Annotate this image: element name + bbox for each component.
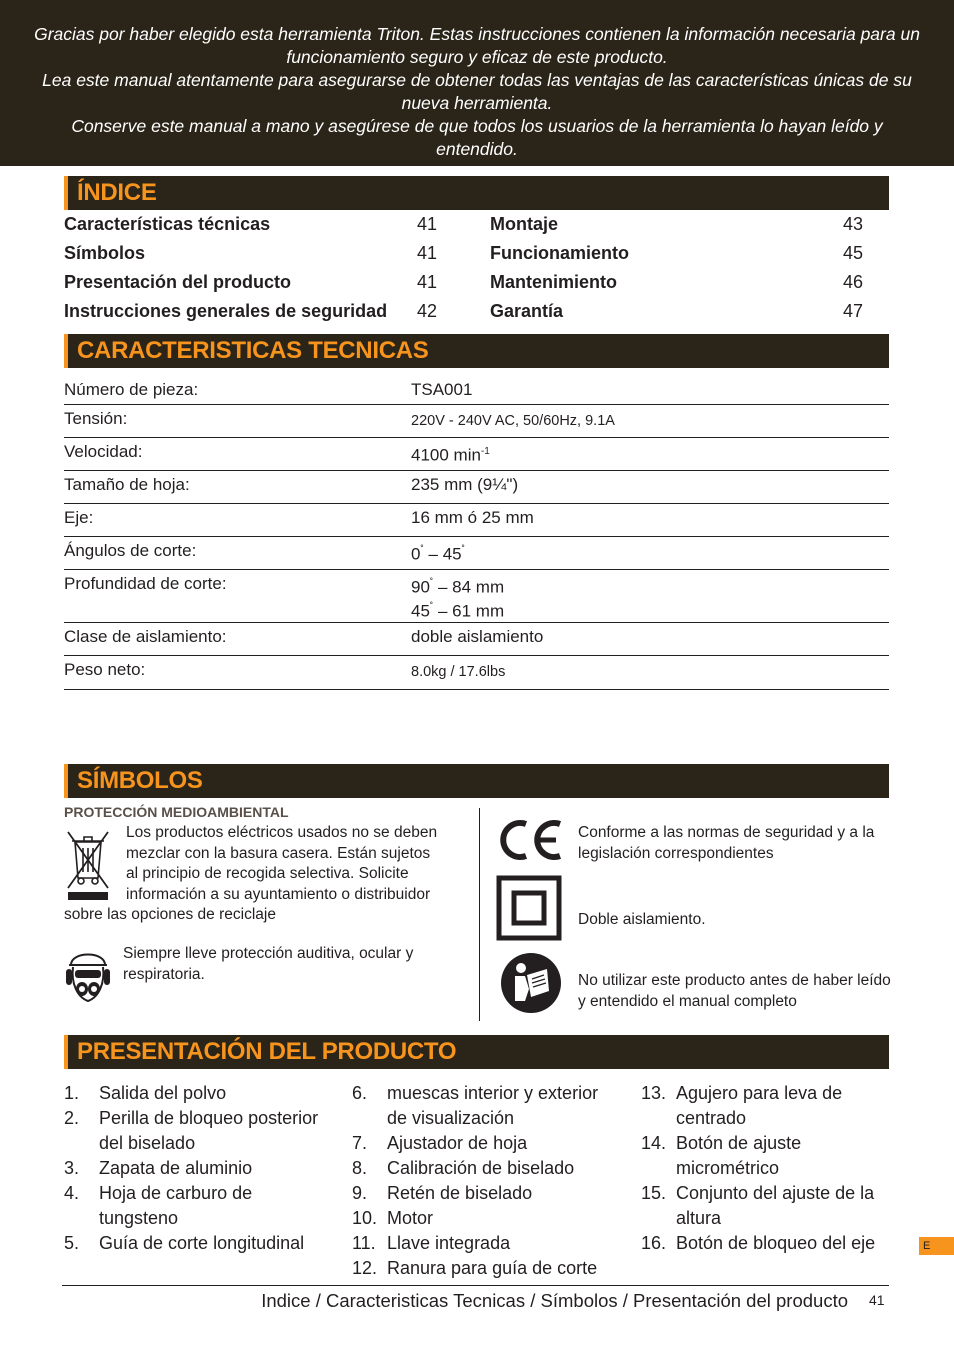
superscript: -1 <box>480 446 490 457</box>
spec-value: 235 mm (9¼") <box>411 475 519 494</box>
item-text: Salida del polvo <box>99 1083 227 1103</box>
item-number: 15. <box>641 1183 667 1203</box>
ce-text <box>578 823 874 864</box>
spec-label: Número de pieza: <box>64 380 199 399</box>
item-text: Ajustador de hoja <box>387 1133 528 1153</box>
angle-min: 0 <box>411 544 421 564</box>
spec-row <box>64 570 889 623</box>
item-number: 6. <box>352 1083 368 1103</box>
toc-page: 41 <box>416 272 437 292</box>
ce-line: legislación correspondientes <box>578 844 774 862</box>
index-title: ÍNDICE <box>77 179 157 206</box>
item-number: 2. <box>64 1108 80 1128</box>
presentation-title: PRESENTACIÓN DEL PRODUCTO <box>77 1038 457 1065</box>
spec-value: 16 mm ó 25 mm <box>411 508 534 527</box>
list-item <box>64 1231 318 1256</box>
list-item <box>641 1181 875 1231</box>
language-tab: E <box>919 1237 954 1255</box>
list-item <box>641 1231 875 1256</box>
item-text: Llave integrada <box>387 1233 511 1253</box>
item-text: Motor <box>387 1208 434 1228</box>
spec-label: Eje: <box>64 508 94 527</box>
item-text: Retén de biselado <box>387 1183 533 1203</box>
env-line: información a su ayuntamiento o distribuidor <box>126 885 431 903</box>
spec-value: 8.0kg / 17.6lbs <box>411 664 506 680</box>
toc-label: Instrucciones generales de seguridad <box>64 301 388 321</box>
env-line: al principio de recogida selectiva. Solicite <box>126 865 409 882</box>
spec-row <box>64 656 889 690</box>
item-number: 1. <box>64 1083 80 1103</box>
read-manual-icon <box>501 953 561 1013</box>
item-text: del biselado <box>99 1133 196 1153</box>
degree-mark: ˚ <box>429 601 434 613</box>
spec-row <box>64 537 889 570</box>
section-accent <box>64 176 68 210</box>
speed-value: 4100 min <box>411 445 481 465</box>
degree-mark: ˚ <box>429 578 434 589</box>
toc-label: Características técnicas <box>64 214 271 234</box>
item-text: Zapata de aluminio <box>99 1158 253 1178</box>
section-accent <box>64 1035 68 1069</box>
spec-label: Tensión: <box>64 409 128 428</box>
intro-line: Gracias por haber elegido esta herramienta Triton. Estas instrucciones contienen la información necesaria para un funcionamiento seguro y eficaz de este producto. <box>34 24 920 67</box>
item-text: tungsteno <box>99 1208 179 1228</box>
item-number: 10. <box>352 1208 378 1228</box>
spec-label: Tamaño de hoja: <box>64 475 190 494</box>
list-item <box>352 1131 598 1156</box>
page-number: 41 <box>869 1292 885 1308</box>
list-item <box>64 1181 318 1231</box>
footer-divider <box>62 1285 889 1286</box>
env-text <box>126 823 437 905</box>
item-text: altura <box>676 1208 722 1228</box>
list-item <box>352 1156 598 1181</box>
specs-table <box>64 376 889 690</box>
item-number: 13. <box>641 1083 667 1103</box>
item-text: Botón de bloqueo del eje <box>676 1233 876 1253</box>
item-number: 5. <box>64 1233 80 1253</box>
spec-value: 220V - 240V AC, 50/60Hz, 9.1A <box>411 413 615 429</box>
item-number: 12. <box>352 1258 378 1278</box>
ppe-text <box>123 944 413 985</box>
parts-list-col1 <box>64 1081 318 1256</box>
env-line: mezclar con la basura casera. Están sujetos <box>126 844 431 862</box>
spec-value: doble aislamiento <box>411 627 544 646</box>
item-number: 11. <box>352 1233 376 1253</box>
section-accent <box>64 764 68 798</box>
intro-line: Lea este manual atentamente para asegurarse de obtener todas las ventajas de las características únicas de su nueva herramienta. <box>42 70 912 113</box>
manual-text <box>578 971 891 1012</box>
symbols-divider <box>479 808 480 1021</box>
toc-page: 41 <box>416 214 437 234</box>
list-item <box>352 1181 598 1206</box>
spec-value <box>411 541 465 565</box>
env-line: sobre las opciones de reciclaje <box>64 906 276 923</box>
item-number: 16. <box>641 1233 667 1253</box>
toc-label: Funcionamiento <box>490 243 629 263</box>
degree-mark: ˚ <box>420 545 424 556</box>
toc-page: 43 <box>842 214 863 234</box>
ppe-icon <box>63 943 113 1005</box>
parts-list-col3 <box>641 1081 875 1256</box>
intro-banner <box>0 0 954 166</box>
toc-label: Presentación del producto <box>64 272 292 292</box>
presentation-header <box>64 1035 889 1069</box>
list-item <box>352 1256 598 1281</box>
item-text: Botón de ajuste <box>676 1133 802 1153</box>
item-text: Hoja de carburo de <box>99 1183 253 1203</box>
specs-title: CARACTERISTICAS TECNICAS <box>77 337 429 364</box>
spec-row <box>64 376 889 405</box>
depth-value: – 61 mm <box>433 601 505 621</box>
item-number: 7. <box>352 1133 368 1153</box>
footer-breadcrumb: Indice / Caracteristicas Tecnicas / Símbolos / Presentación del producto <box>261 1290 848 1311</box>
depth-angle: 90 <box>411 577 430 597</box>
spec-value: TSA001 <box>411 380 473 399</box>
env-protection-heading: PROTECCIÓN MEDIOAMBIENTAL <box>64 804 289 820</box>
ppe-line: respiratoria. <box>123 965 205 983</box>
double-insulation-icon <box>496 875 562 941</box>
double-insulation-text: Doble aislamiento. <box>578 911 706 928</box>
spec-label: Clase de aislamiento: <box>64 627 227 646</box>
intro-line: Conserve este manual a mano y asegúrese de que todos los usuarios de la herramienta lo hayan leído y entendido. <box>71 116 883 159</box>
specs-header <box>64 334 889 368</box>
toc-label: Garantía <box>490 301 564 321</box>
section-accent <box>64 334 68 368</box>
spec-row <box>64 504 889 537</box>
manual-line: y entendido el manual completo <box>578 992 797 1010</box>
item-text: Conjunto del ajuste de la <box>676 1183 875 1203</box>
spec-row <box>64 623 889 656</box>
list-item <box>352 1231 598 1256</box>
list-item <box>64 1156 318 1181</box>
list-item <box>641 1131 875 1181</box>
item-text: Calibración de biselado <box>387 1158 575 1178</box>
weee-bin-icon <box>64 826 112 902</box>
index-header <box>64 176 889 210</box>
toc-label: Montaje <box>490 214 559 234</box>
spec-row <box>64 438 889 471</box>
degree-mark: ˚ <box>461 545 465 556</box>
symbols-title: SÍMBOLOS <box>77 767 203 794</box>
item-text: micrométrico <box>676 1158 780 1178</box>
spec-value <box>411 574 504 621</box>
depth-value: – 84 mm <box>433 577 505 597</box>
toc-page: 45 <box>842 243 863 263</box>
ppe-line: Siempre lleve protección auditiva, ocular y <box>123 945 414 962</box>
toc-page: 47 <box>842 301 863 321</box>
list-item <box>64 1081 318 1106</box>
list-item <box>352 1206 598 1231</box>
item-number: 4. <box>64 1183 80 1203</box>
manual-line: No utilizar este producto antes de haber leído <box>578 972 891 989</box>
spec-label: Velocidad: <box>64 442 143 461</box>
toc-page: 46 <box>842 272 863 292</box>
spec-label: Profundidad de corte: <box>64 574 227 593</box>
item-number: 3. <box>64 1158 80 1178</box>
item-text: de visualización <box>387 1108 515 1128</box>
spec-value <box>411 442 490 466</box>
spec-label: Peso neto: <box>64 660 146 679</box>
spec-row <box>64 405 889 438</box>
item-text: centrado <box>676 1108 747 1128</box>
ce-line: Conforme a las normas de seguridad y a la <box>578 824 875 841</box>
item-text: Ranura para guía de corte <box>387 1258 598 1278</box>
symbols-header <box>64 764 889 798</box>
parts-list-col2 <box>352 1081 598 1281</box>
item-number: 14. <box>641 1133 667 1153</box>
toc-page: 41 <box>416 243 437 263</box>
env-line: Los productos eléctricos usados no se deben <box>126 824 438 841</box>
list-item <box>64 1106 318 1156</box>
list-item <box>641 1081 875 1131</box>
angle-max: – 45 <box>423 544 462 564</box>
spec-row <box>64 471 889 504</box>
item-text: Guía de corte longitudinal <box>99 1233 305 1253</box>
ce-mark-icon <box>498 818 564 862</box>
item-number: 8. <box>352 1158 368 1178</box>
toc-label: Símbolos <box>64 243 146 263</box>
toc-label: Mantenimiento <box>490 272 618 292</box>
toc-page: 42 <box>416 301 437 321</box>
list-item <box>352 1081 598 1131</box>
item-text: Agujero para leva de <box>676 1083 843 1103</box>
item-text: Perilla de bloqueo posterior <box>99 1108 319 1128</box>
item-text: muescas interior y exterior <box>387 1083 599 1103</box>
depth-angle: 45 <box>411 601 430 621</box>
spec-label: Ángulos de corte: <box>64 541 197 560</box>
item-number: 9. <box>352 1183 368 1203</box>
